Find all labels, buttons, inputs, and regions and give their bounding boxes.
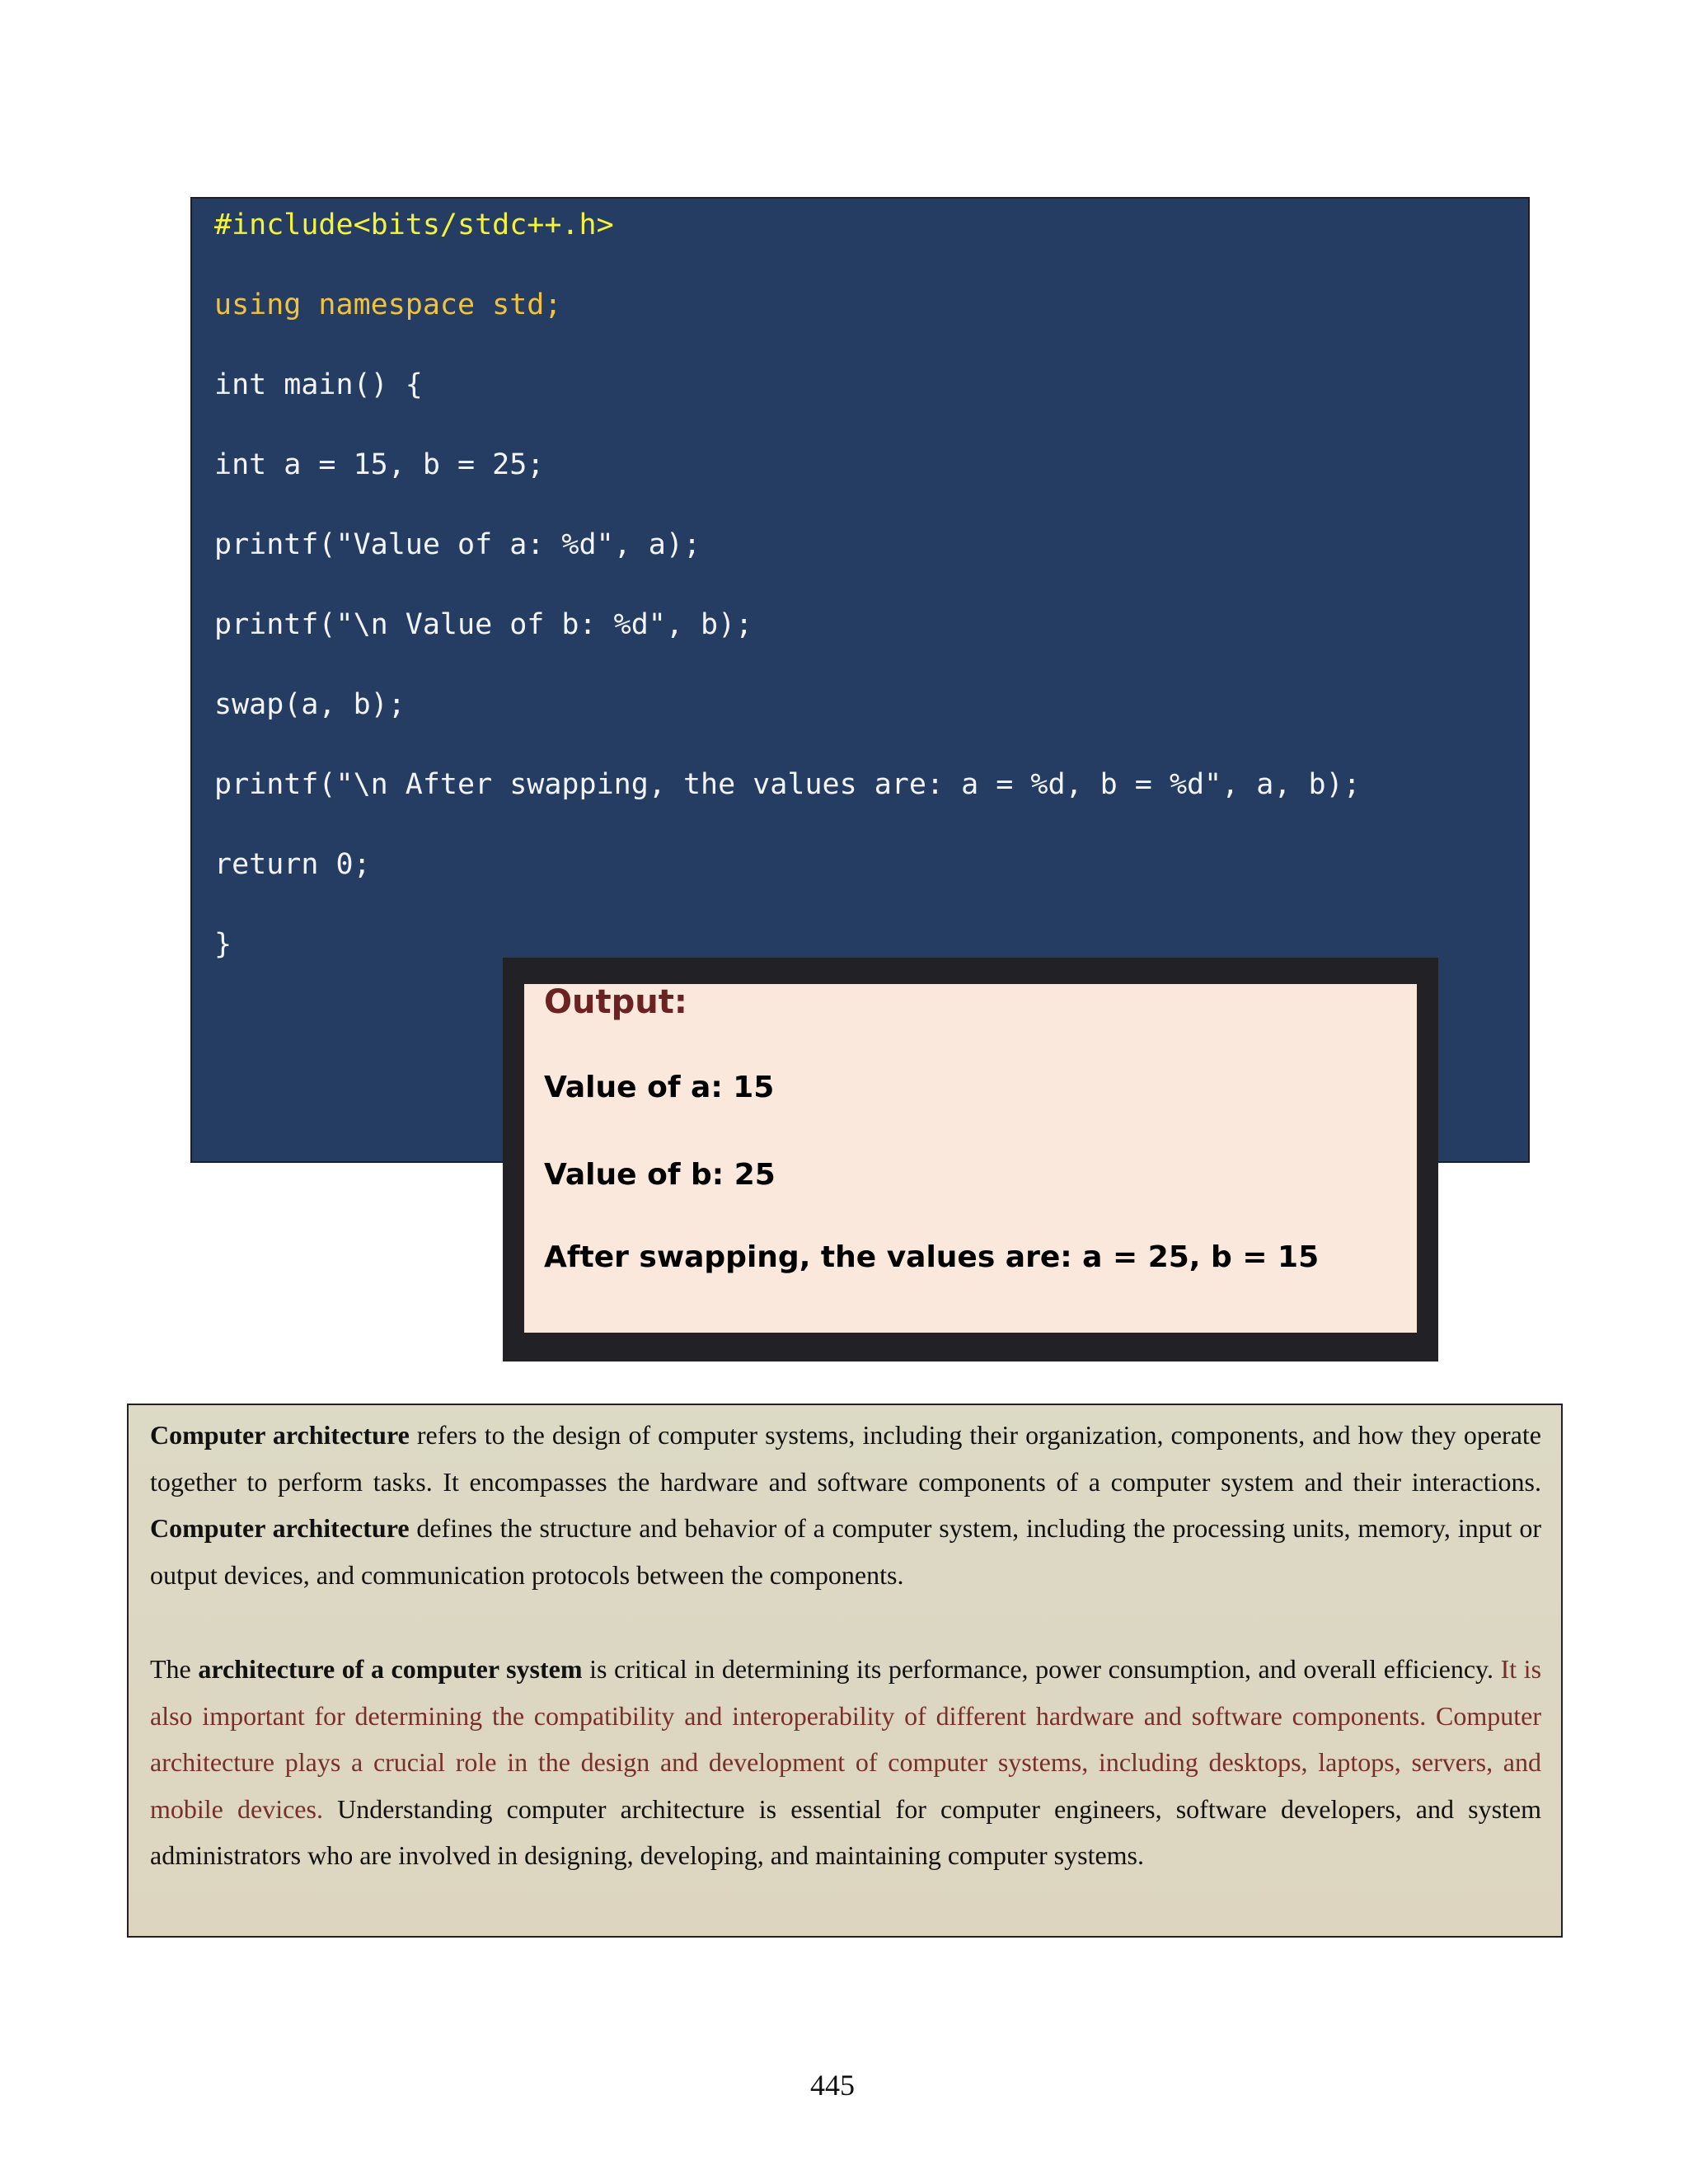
output-heading: Output: <box>544 983 687 1021</box>
code-line-include: #include<bits/stdc++.h> <box>214 209 614 241</box>
paragraph-definition-text-2: defines the structure and behavior of a computer system, including the processing units, memory, input or output devices, and communication protocols between the components. <box>150 1513 1542 1590</box>
term-computer-architecture-2: Computer architecture <box>150 1513 410 1544</box>
code-line-close-brace: } <box>214 928 232 961</box>
paragraph-importance-text-2: is critical in determining its performance, power consumption, and overall efficiency. <box>582 1654 1501 1684</box>
code-line-print-swapped: printf("\n After swapping, the values are: a = %d, b = %d", a, b); <box>214 768 1361 801</box>
code-line-print-b: printf("\n Value of b: %d", b); <box>214 608 753 641</box>
paragraph-definition-text: refers to the design of computer systems, including their organization, components, and how they operate together to perform tasks. It encompasses the hardware and software components of a computer system and their interactions. <box>150 1420 1542 1497</box>
code-line-declare: int a = 15, b = 25; <box>214 448 545 481</box>
highlighted-text: It is also important for determining the compatibility and interoperability of different hardware and software components. Computer architecture plays a crucial role in the design and development of computer systems, including desktops, laptops, servers, and mobile devices. <box>150 1654 1542 1824</box>
output-line-swapped: After swapping, the values are: a = 25, b = 15 <box>544 1240 1320 1274</box>
paragraph-definition <box>150 1412 1541 1598</box>
text-box <box>127 1404 1563 1938</box>
term-architecture-of-system: architecture of a computer system <box>198 1654 583 1684</box>
output-box <box>503 958 1438 1361</box>
paragraph-importance <box>150 1646 1541 1879</box>
code-line-print-a: printf("Value of a: %d", a); <box>214 528 701 561</box>
paragraph-importance-text: The <box>150 1654 199 1684</box>
code-line-namespace: using namespace std; <box>214 288 562 321</box>
term-computer-architecture: Computer architecture <box>150 1420 410 1450</box>
output-panel <box>524 984 1417 1333</box>
code-line-return: return 0; <box>214 848 371 881</box>
code-line-swap: swap(a, b); <box>214 688 406 721</box>
output-line-a: Value of a: 15 <box>544 1071 775 1104</box>
output-line-b: Value of b: 25 <box>544 1158 776 1192</box>
page-number: 445 <box>810 2069 855 2102</box>
code-line-main: int main() { <box>214 368 423 401</box>
paragraph-importance-text-3: Understanding computer architecture is essential for computer engineers, software developers, and system administrators who are involved in designing, developing, and maintaining computer systems. <box>150 1793 1542 1871</box>
